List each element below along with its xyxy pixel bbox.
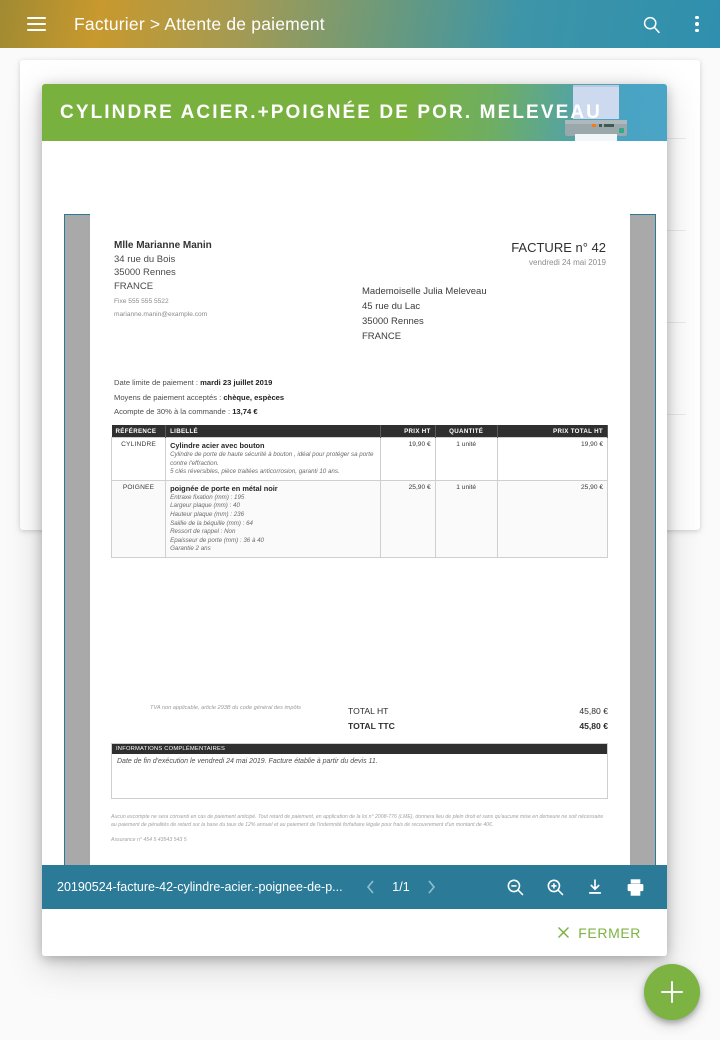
close-x-icon — [556, 925, 571, 940]
sender-phone: Fixe 555 555 5522 — [114, 297, 169, 305]
payment-methods-label: Moyens de paiement acceptés : — [114, 392, 224, 402]
due-date-value: mardi 23 juillet 2019 — [200, 378, 273, 387]
invoice-content — [90, 214, 630, 927]
sender-city: 35000 Rennes — [114, 267, 176, 278]
invoice-top-row — [114, 240, 606, 318]
table-body — [112, 438, 608, 558]
deposit-label: Acompte de 30% à la commande : — [114, 407, 233, 416]
zoom-out-icon[interactable] — [495, 865, 535, 909]
item-title: poignée de porte en métal noir — [170, 483, 278, 493]
total-row — [348, 706, 608, 716]
hamburger-icon[interactable] — [12, 0, 60, 48]
pdf-toolbar — [42, 865, 667, 909]
cell-total: 25,90 € — [497, 480, 607, 557]
col-quantite: QUANTITÉ — [435, 425, 497, 438]
payment-methods-value: chèque, espèces — [223, 392, 285, 402]
total-ttc-value: 45,80 € — [579, 721, 608, 731]
item-description-line: Largeur plaque (mm) : 40 — [170, 502, 240, 510]
insurance-number: Assurance n° 454 5 43543 543 5 — [111, 837, 187, 844]
page-indicator: 1/1 — [392, 880, 410, 894]
recipient-city: 35000 Rennes — [362, 316, 424, 327]
invoice-sheet — [90, 214, 630, 927]
close-button-label: FERMER — [578, 924, 641, 941]
item-description-line: Saillie de la béquille (mm) : 64 — [170, 519, 253, 527]
viewer-title: CYLINDRE ACIER.+POIGNÉE DE POR. MELEVEAU — [60, 101, 603, 123]
prev-page-button[interactable] — [357, 865, 385, 909]
item-description — [170, 494, 375, 554]
cell-reference: CYLINDRE — [112, 438, 166, 481]
col-reference: RÉFÉRENCE — [112, 425, 166, 438]
breadcrumb: Facturier > Attente de paiement — [74, 13, 325, 34]
sender-name: Mlle Marianne Manin — [114, 240, 212, 251]
cell-libelle — [166, 438, 380, 481]
item-description-line: Cylindre de porte de haute sécurité à bouton , idéal pour protéger sa porte contre l'effraction. — [170, 451, 374, 467]
due-date-label: Date limite de paiement : — [114, 378, 201, 387]
due-date-line — [114, 376, 284, 391]
col-libelle: LIBELLÉ — [166, 425, 380, 438]
item-description-line: 5 clés réversibles, pièce traitées anticorrosion, garanti 10 ans. — [170, 468, 340, 476]
next-page-button[interactable] — [417, 865, 445, 909]
sender-country: FRANCE — [114, 280, 154, 292]
additional-info-box — [111, 743, 608, 799]
line-items-table — [111, 425, 608, 558]
item-description-line: Hauteur plaque (mm) : 236 — [170, 510, 245, 518]
col-prix-ht: PRIX HT — [380, 425, 435, 438]
app-bar — [0, 0, 720, 48]
search-icon[interactable] — [628, 0, 674, 48]
cell-price: 19,90 € — [380, 438, 435, 481]
table-head — [112, 425, 608, 438]
total-ttc-label: TOTAL TTC — [348, 721, 395, 731]
totals-block — [348, 706, 608, 736]
pdf-filename: 20190524-facture-42-cylindre-acier.-poignee-de-p... — [57, 880, 343, 894]
item-description-line: Ressort de rappel : Non — [170, 528, 236, 536]
payment-terms — [114, 376, 284, 420]
tva-note: TVA non applicable, article 293B du code général des impôts — [150, 705, 301, 711]
item-description — [170, 451, 375, 477]
recipient-street: 45 rue du Lac — [362, 301, 421, 312]
viewer-footer — [42, 909, 667, 956]
legal-text: Aucun escompte ne sera consenti en cas de paiement anticipé. Tout retard de paiement, en application de la loi n° 2008-776 (LME), donnera lieu de plein droit et sans qu'aucune mise en demeure ne soit nécessaire au paiement de pénalités de retard sur la base du taux de 12% annuel et au paiement de l'indemnité forfaitaire légale pour frais de recouvrement d'un montant de 40€. — [111, 814, 604, 828]
item-description-line: Epaisseur de porte (mm) : 36 à 40 — [170, 536, 264, 544]
deposit-line — [114, 405, 284, 420]
viewer-body — [42, 141, 667, 899]
recipient-country: FRANCE — [362, 331, 402, 342]
legal-notice — [111, 814, 608, 845]
cell-reference: POIGNEE — [112, 480, 166, 557]
cell-quantity: 1 unité — [435, 480, 497, 557]
table-header-row — [112, 425, 608, 438]
download-icon[interactable] — [575, 865, 615, 909]
total-row — [348, 721, 608, 731]
total-ht-value: 45,80 € — [579, 706, 608, 716]
plus-icon — [661, 981, 683, 1003]
kebab-menu-icon[interactable] — [674, 0, 720, 48]
invoice-number: FACTURE n° 42 — [511, 240, 606, 255]
cell-quantity: 1 unité — [435, 438, 497, 481]
deposit-value: 13,74 € — [232, 407, 258, 416]
item-description-line: Entraxe fixation (mm) : 195 — [170, 493, 245, 501]
sender-email: marianne.manin@example.com — [114, 310, 208, 318]
zoom-in-icon[interactable] — [535, 865, 575, 909]
viewer-header — [42, 84, 667, 141]
add-button[interactable] — [644, 964, 700, 1020]
col-prix-total-ht: PRIX TOTAL HT — [497, 425, 607, 438]
additional-info-body: Date de fin d'exécution le vendredi 24 mai 2019. Facture établie à partir du devis 11. — [117, 758, 378, 765]
pdf-page-area — [64, 214, 656, 929]
cell-libelle — [166, 480, 380, 557]
recipient-name: Mademoiselle Julia Meleveau — [362, 286, 487, 297]
item-description-line: Garantie 2 ans — [170, 545, 211, 553]
additional-info-header: INFORMATIONS COMPLÉMENTAIRES — [112, 744, 607, 754]
sender-street: 34 rue du Bois — [114, 253, 176, 265]
total-ht-label: TOTAL HT — [348, 706, 389, 716]
pdf-viewer-modal — [42, 84, 667, 956]
table-row — [112, 438, 608, 481]
cell-total: 19,90 € — [497, 438, 607, 481]
close-button[interactable] — [556, 925, 641, 941]
item-title: Cylindre acier avec bouton — [170, 441, 265, 450]
recipient-block — [362, 284, 487, 344]
invoice-date: vendredi 24 mai 2019 — [529, 258, 606, 267]
payment-methods-line — [114, 391, 284, 406]
table-row — [112, 480, 608, 557]
print-icon[interactable] — [615, 865, 655, 909]
cell-price: 25,90 € — [380, 480, 435, 557]
